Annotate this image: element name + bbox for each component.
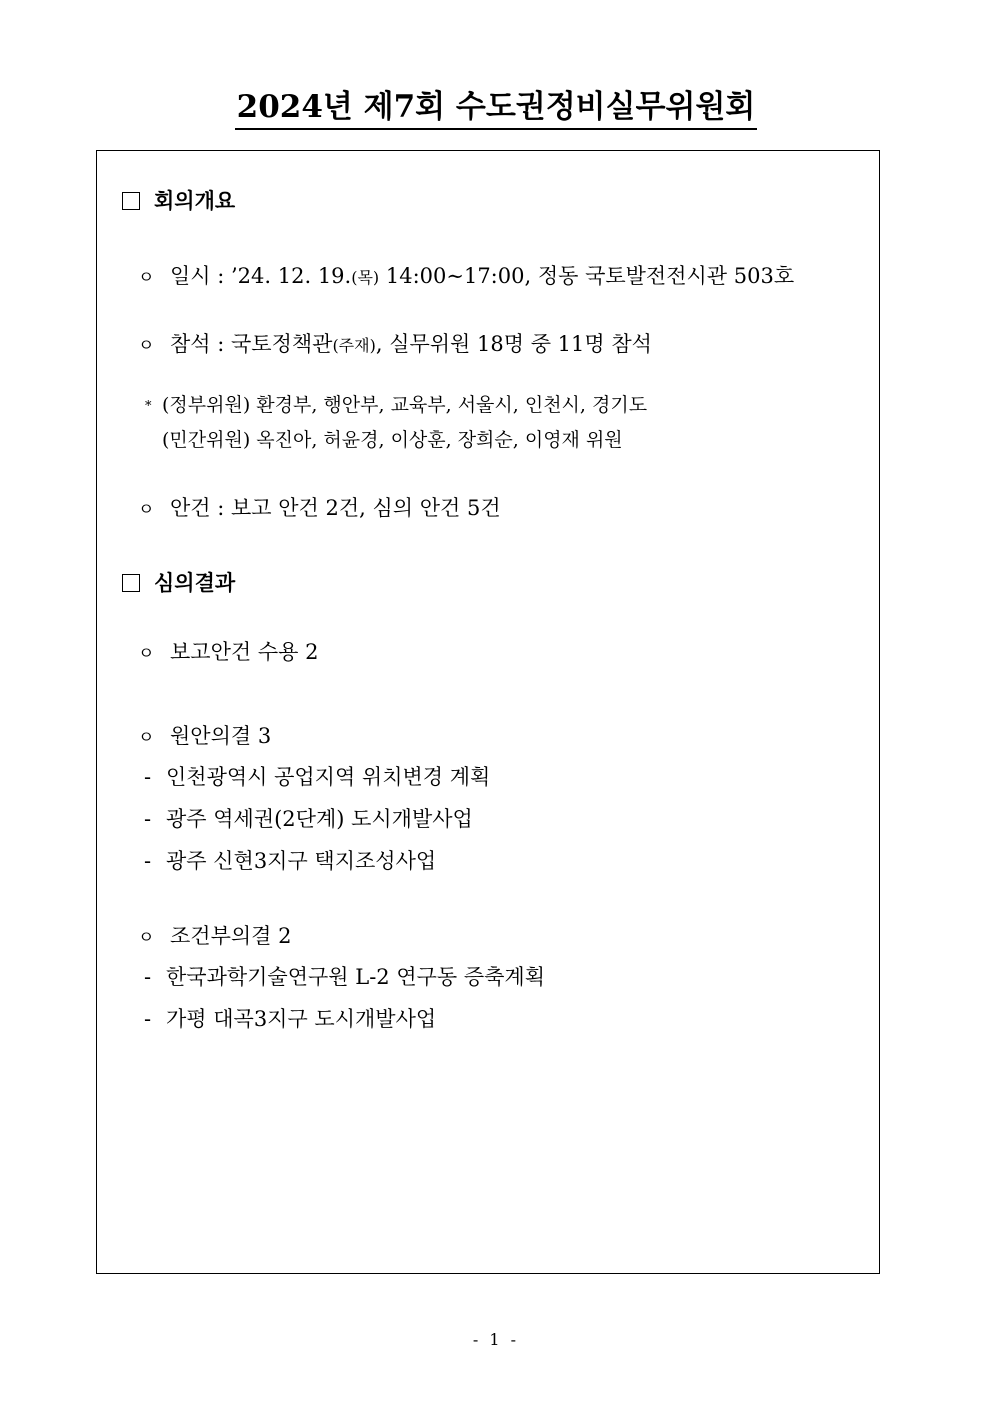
section-title: 회의개요 [154,188,236,213]
circle-bullet-icon: ㅇ [138,268,155,288]
list-item [144,762,490,792]
attendance-chair: (주재) [332,336,376,355]
date-day: (목) [351,268,380,287]
list-item [144,962,545,992]
note-civilian-members [162,425,623,455]
note-civil-text: (민간위원) 옥진아, 허윤경, 이상훈, 장희순, 이영재 위원 [162,429,623,451]
note-gov-text: (정부위원) 환경부, 행안부, 교육부, 서울시, 인천시, 경기도 [162,394,648,416]
list-item [144,846,436,876]
asterisk-icon: * [145,399,152,414]
checkbox-square-icon [122,574,140,592]
dash-bullet: - [144,965,152,989]
circle-bullet-icon: ㅇ [138,928,155,948]
item-report [138,637,318,669]
item-attendance [138,329,652,361]
original-label: 원안의결 3 [170,724,272,748]
list-item-text: 인천광역시 공업지역 위치변경 계획 [166,765,491,789]
date-label: 일시 : ’24. 12. 19. [170,264,352,288]
dash-bullet: - [144,1007,152,1031]
list-item-text: 가평 대곡3지구 도시개발사업 [166,1007,437,1031]
attendance-rest: , 실무위원 18명 중 11명 참석 [375,332,652,356]
circle-bullet-icon: ㅇ [138,728,155,748]
dash-bullet: - [144,765,152,789]
date-rest: 14:00∼17:00, 정동 국토발전전시관 503호 [379,264,795,288]
report-text: 보고안건 수용 2 [170,640,319,664]
dash-bullet: - [144,807,152,831]
section-heading-results [122,568,235,598]
note-government-members [145,390,647,422]
agenda-text: 안건 : 보고 안건 2건, 심의 안건 5건 [170,496,501,520]
list-item [144,1004,436,1034]
list-item-text: 광주 역세권(2단계) 도시개발사업 [166,807,473,831]
circle-bullet-icon: ㅇ [138,336,155,356]
document-title: 2024년 제7회 수도권정비실무위원회 [235,88,758,130]
list-item-text: 한국과학기술연구원 L-2 연구동 증축계획 [166,965,546,989]
item-original-approval [138,721,271,753]
item-agenda [138,493,501,525]
item-date [138,261,794,293]
section-heading-overview [122,186,235,216]
conditional-label: 조건부의결 2 [170,924,292,948]
circle-bullet-icon: ㅇ [138,500,155,520]
list-item [144,804,473,834]
checkbox-square-icon [122,192,140,210]
content-frame [96,150,880,1274]
page-number: - 1 - [472,1330,520,1349]
dash-bullet: - [144,849,152,873]
section-title: 심의결과 [154,570,236,595]
document-title-wrap [0,88,992,130]
list-item-text: 광주 신현3지구 택지조성사업 [166,849,437,873]
attendance-label: 참석 : 국토정책관 [170,332,333,356]
item-conditional-approval [138,921,291,953]
circle-bullet-icon: ㅇ [138,644,155,664]
